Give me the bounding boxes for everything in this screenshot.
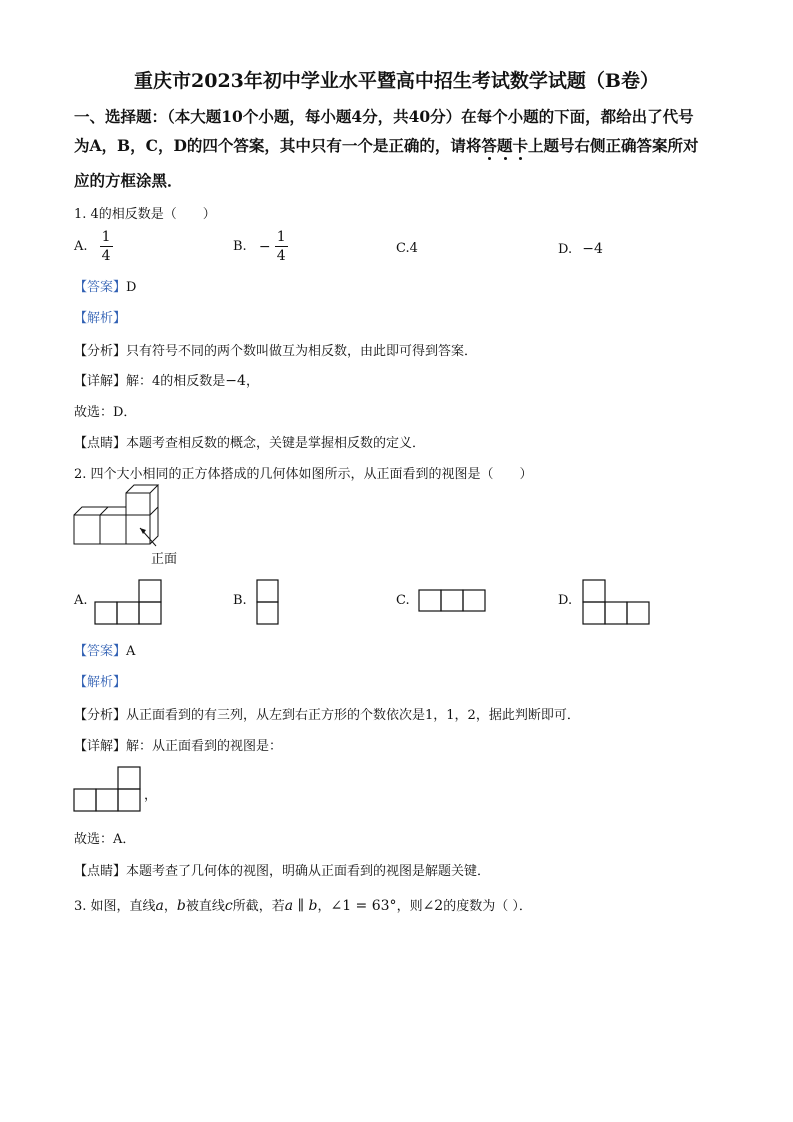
- q3-text: ，则: [396, 899, 423, 914]
- q3-text: 的度数为（ ）．: [443, 899, 532, 914]
- emphasis-char: 卡: [512, 136, 528, 155]
- dianjing-text: 本题考查了几何体的视图，明确从正面看到的视图是解题关键．: [126, 864, 491, 879]
- q3-text: 所截，若: [232, 899, 285, 914]
- dianjing-text: 本题考查相反数的概念，关键是掌握相反数的定义．: [126, 436, 426, 451]
- numerator: 1: [276, 229, 286, 245]
- answer-tag: 【答案】: [74, 280, 127, 295]
- xiangjie-text: 解：从正面看到的视图是：: [126, 739, 283, 754]
- q2-solution-view-figure: [73, 765, 145, 813]
- option-value: 4: [409, 241, 418, 256]
- option-label: C.: [396, 241, 410, 256]
- option-label: A.: [74, 239, 88, 254]
- question-3-stem: [74, 895, 532, 914]
- section-instructions-line3: 应的方框涂黑．: [74, 171, 183, 190]
- q2-option-b-figure: [256, 579, 282, 627]
- xiangjie-tag: 【详解】: [74, 739, 127, 754]
- q1-dianjing: [74, 432, 425, 451]
- q2-option-a-figure: [94, 579, 164, 627]
- denominator: 4: [101, 248, 111, 264]
- q2-fenxi: [74, 704, 580, 723]
- q3-text: 3. 如图，直线: [74, 899, 156, 914]
- front-label: 正面: [151, 552, 178, 567]
- page-title: 重庆市2023年初中学业水平暨高中招生考试数学试题（B卷）: [134, 70, 659, 92]
- q1-answer: [74, 276, 136, 295]
- answer-tag: 【答案】: [74, 644, 127, 659]
- var-a: a: [155, 898, 164, 914]
- q1-option-d: [558, 241, 603, 257]
- fenxi-text: 只有符号不同的两个数叫做互为相反数，由此即可得到答案．: [126, 344, 478, 359]
- q1-option-a: [74, 228, 113, 265]
- angle1-expr: ∠1 = 63°: [330, 898, 397, 914]
- dianjing-tag: 【点睛】: [74, 436, 127, 451]
- section-instructions-line1: 一、选择题：（本大题10个小题，每小题4分，共40分）在每个小题的下面，都给出了代号: [74, 107, 694, 126]
- q1-fenxi: [74, 340, 477, 359]
- numerator: 1: [101, 229, 111, 245]
- xiangjie-text: 解：4的相反数是: [126, 374, 226, 389]
- xiangjie-tag: 【详解】: [74, 374, 127, 389]
- answer-value: D: [126, 280, 137, 295]
- fenxi-tag: 【分析】: [74, 344, 127, 359]
- option-label: D.: [558, 242, 573, 257]
- emphasis-char: 答: [481, 136, 497, 155]
- section-instructions-line2: [74, 131, 698, 161]
- option-value: −4: [582, 241, 603, 257]
- q2-analysis-tag: 【解析】: [74, 675, 127, 690]
- q2-option-c-figure: [418, 589, 488, 615]
- q3-text: ，: [317, 899, 331, 914]
- question-1-stem: 1. 4的相反数是（ ）: [74, 207, 216, 222]
- var-c: c: [224, 898, 233, 914]
- xiangjie-value: −4: [225, 373, 246, 389]
- q2-dianjing: [74, 860, 490, 879]
- emphasis-char: 题: [496, 136, 513, 155]
- angle2-expr: ∠2: [422, 898, 444, 914]
- q3-text: 被直线: [185, 899, 225, 914]
- question-2-stem: 2. 四个大小相同的正方体搭成的几何体如图所示，从正面看到的视图是（ ）: [74, 467, 533, 482]
- q2-option-d-figure: [582, 579, 652, 627]
- q2-solution-comma: ，: [144, 788, 158, 803]
- instructions-text: 为A，B，C，D的四个答案，其中只有一个是正确的，请将: [74, 136, 482, 155]
- fraction: [100, 228, 113, 265]
- q2-option-a-label: A.: [74, 593, 88, 608]
- q2-xiangjie: [74, 735, 282, 754]
- fenxi-tag: 【分析】: [74, 708, 127, 723]
- xiangjie-end: ，: [245, 374, 259, 389]
- minus-sign: −: [258, 238, 271, 255]
- q3-text: ，: [163, 899, 177, 914]
- option-label: B.: [233, 239, 247, 254]
- instructions-text: 上题号右侧正确答案所对: [527, 136, 699, 155]
- var-b: b: [176, 898, 186, 914]
- q2-answer: [74, 640, 135, 659]
- q1-xiangjie: [74, 370, 259, 389]
- answer-value: A: [126, 644, 136, 659]
- dianjing-tag: 【点睛】: [74, 864, 127, 879]
- q1-choose: 故选：D．: [74, 405, 137, 420]
- q2-choose: 故选：A．: [74, 832, 136, 847]
- q2-option-d-label: D.: [558, 593, 573, 608]
- parallel-expr: a ∥ b: [284, 898, 318, 914]
- q2-option-b-label: B.: [233, 593, 247, 608]
- fraction: [275, 228, 288, 265]
- q1-analysis-tag: 【解析】: [74, 311, 127, 326]
- denominator: 4: [276, 248, 286, 264]
- q2-option-c-label: C.: [396, 593, 410, 608]
- q1-option-c: [396, 241, 418, 256]
- fenxi-text: 从正面看到的有三列，从左到右正方形的个数依次是1，1，2，据此判断即可．: [126, 708, 580, 723]
- q1-option-b: [233, 228, 288, 265]
